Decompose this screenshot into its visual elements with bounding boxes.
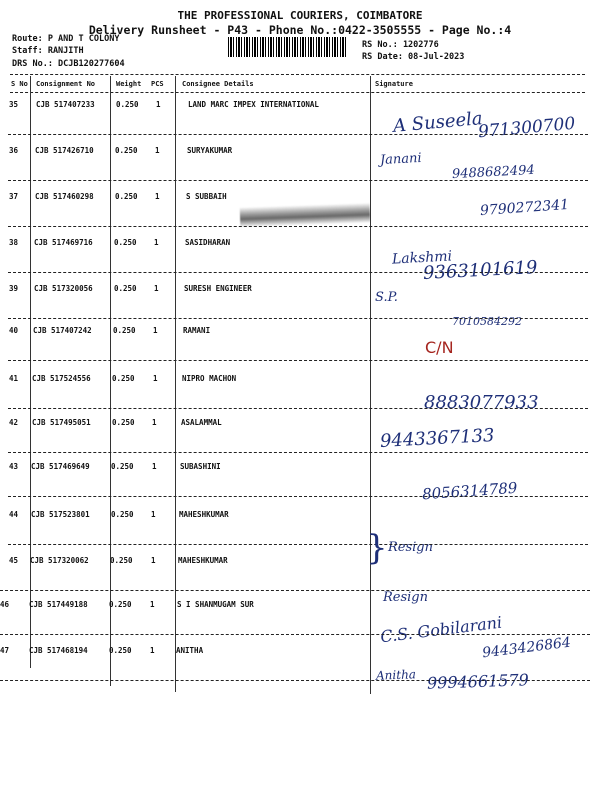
signature-name: A Suseela (392, 108, 484, 137)
row-consignee: MAHESHKUMAR (178, 556, 228, 565)
row-pcs: 1 (154, 238, 159, 247)
row-pcs: 1 (155, 192, 160, 201)
row-consignment-no: CJB 517469716 (34, 238, 93, 247)
row-weight: 0.250 (115, 192, 138, 201)
row-consignment-no: CJB 517495051 (32, 418, 91, 427)
row-separator (0, 680, 590, 681)
bracket-mark: } (366, 528, 388, 568)
row-weight: 0.250 (109, 600, 132, 609)
row-weight: 0.250 (112, 418, 135, 427)
signature-phone: 9443367133 (379, 425, 496, 452)
row-separator (0, 590, 590, 591)
signature-name: S.P. (375, 290, 398, 305)
signature-phone: 9488682494 (451, 162, 536, 183)
row-weight: 0.250 (114, 238, 137, 247)
signature-name: Lakshmi (391, 248, 453, 268)
row-consignment-no: CJB 517524556 (32, 374, 91, 383)
row-pcs: 1 (152, 418, 157, 427)
signature-name: Janani (379, 150, 422, 169)
barcode (228, 37, 348, 57)
col-weight-header: Weight (116, 80, 142, 88)
row-sno: 35 (9, 100, 19, 109)
row-consignee: SURYAKUMAR (187, 146, 233, 155)
row-weight: 0.250 (113, 326, 136, 335)
row-weight: 0.250 (115, 146, 138, 155)
row-consignee: S I SHANMUGAM SUR (177, 600, 254, 609)
row-pcs: 1 (152, 462, 157, 471)
row-consignment-no: CJB 517407233 (36, 100, 95, 109)
row-separator (8, 134, 588, 135)
runsheet-subtitle: Delivery Runsheet - P43 - Phone No.:0422-3505555 - Page No.:4 (88, 23, 512, 37)
row-sno: 42 (9, 418, 19, 427)
row-consignee: ANITHA (176, 646, 204, 655)
column-divider (175, 76, 176, 692)
row-pcs: 1 (150, 646, 155, 655)
row-consignment-no: CJB 517523801 (31, 510, 90, 519)
col-consignment-header: Consignment No (36, 80, 96, 88)
row-sno: 45 (9, 556, 19, 565)
row-consignee: RAMANI (183, 326, 211, 335)
row-pcs: 1 (153, 326, 158, 335)
row-separator (8, 544, 588, 545)
row-separator (0, 634, 590, 635)
row-sno: 47 (0, 646, 10, 655)
signature-phone: 9443426864 (481, 634, 572, 662)
col-consignee-header: Consignee Details (182, 80, 254, 88)
row-weight: 0.250 (114, 284, 137, 293)
row-sno: 43 (9, 462, 19, 471)
row-separator (8, 408, 588, 409)
signature-phone: 7010584292 (452, 315, 522, 328)
row-sno: 37 (9, 192, 19, 201)
signature-phone: 971300700 (477, 113, 577, 143)
row-sno: 46 (0, 600, 10, 609)
row-sno: 40 (9, 326, 19, 335)
row-sno: 36 (9, 146, 19, 155)
row-consignment-no: CJB 517407242 (33, 326, 92, 335)
row-pcs: 1 (151, 510, 156, 519)
row-pcs: 1 (156, 100, 161, 109)
col-signature-header: Signature (375, 80, 413, 88)
row-pcs: 1 (154, 284, 159, 293)
signature-phone: 8883077933 (424, 392, 539, 413)
row-consignment-no: CJB 517468194 (29, 646, 88, 655)
header-bottom-rule (10, 92, 585, 93)
column-divider (110, 76, 111, 686)
row-separator (8, 360, 588, 361)
signature-phone: 9790272341 (479, 196, 570, 220)
rs-number: RS No.: 1202776 (362, 40, 439, 50)
row-weight: 0.250 (109, 646, 132, 655)
row-pcs: 1 (155, 146, 160, 155)
signature-name: C.S. Gobilarani (379, 612, 504, 647)
row-weight: 0.250 (111, 510, 134, 519)
column-divider (30, 76, 31, 668)
row-separator (8, 318, 588, 319)
row-consignment-no: CJB 517469649 (31, 462, 90, 471)
row-separator (8, 452, 588, 453)
row-consignee: LAND MARC IMPEX INTERNATIONAL (188, 100, 319, 109)
route-label: Route: P AND T COLONY (12, 34, 120, 44)
row-pcs: 1 (151, 556, 156, 565)
row-sno: 38 (9, 238, 19, 247)
row-pcs: 1 (150, 600, 155, 609)
header-top-rule (10, 74, 585, 75)
rs-date: RS Date: 08-Jul-2023 (362, 52, 465, 62)
signature-name: Resign (383, 590, 429, 605)
print-smudge (240, 203, 371, 228)
row-consignment-no: CJB 517460298 (35, 192, 94, 201)
cn-annotation: C/N (425, 338, 454, 357)
column-divider (370, 76, 371, 694)
signature-phone: 8056314789 (421, 478, 518, 504)
row-consignment-no: CJB 517320062 (30, 556, 89, 565)
signature-phone: 9363101619 (422, 257, 539, 284)
row-separator (8, 180, 588, 181)
document-title: THE PROFESSIONAL COURIERS, COIMBATORE (177, 9, 423, 22)
row-consignee: SURESH ENGINEER (184, 284, 252, 293)
row-sno: 41 (9, 374, 19, 383)
row-consignee: MAHESHKUMAR (179, 510, 229, 519)
row-weight: 0.250 (116, 100, 139, 109)
row-sno: 44 (9, 510, 19, 519)
staff-label: Staff: RANJITH (12, 46, 84, 56)
col-sno-header: S No (11, 80, 28, 88)
signature-phone: 9994661579 (426, 670, 530, 693)
row-consignment-no: CJB 517426710 (35, 146, 94, 155)
row-consignee: S SUBBAIH (186, 192, 227, 201)
signature-name: Resign (388, 540, 434, 555)
row-consignee: NIPRO MACHON (182, 374, 237, 383)
row-weight: 0.250 (111, 462, 134, 471)
row-weight: 0.250 (112, 374, 135, 383)
row-consignee: ASALAMMAL (181, 418, 222, 427)
row-separator (8, 496, 588, 497)
row-consignment-no: CJB 517320056 (34, 284, 93, 293)
row-consignment-no: CJB 517449188 (29, 600, 88, 609)
col-pcs-header: PCS (151, 80, 164, 88)
row-pcs: 1 (153, 374, 158, 383)
row-separator (8, 272, 588, 273)
row-sno: 39 (9, 284, 19, 293)
row-separator (8, 226, 588, 227)
drs-number: DRS No.: DCJB120277604 (12, 59, 125, 69)
row-consignee: SASIDHARAN (185, 238, 231, 247)
row-consignee: SUBASHINI (180, 462, 221, 471)
signature-name: Anitha (375, 667, 417, 683)
row-weight: 0.250 (110, 556, 133, 565)
